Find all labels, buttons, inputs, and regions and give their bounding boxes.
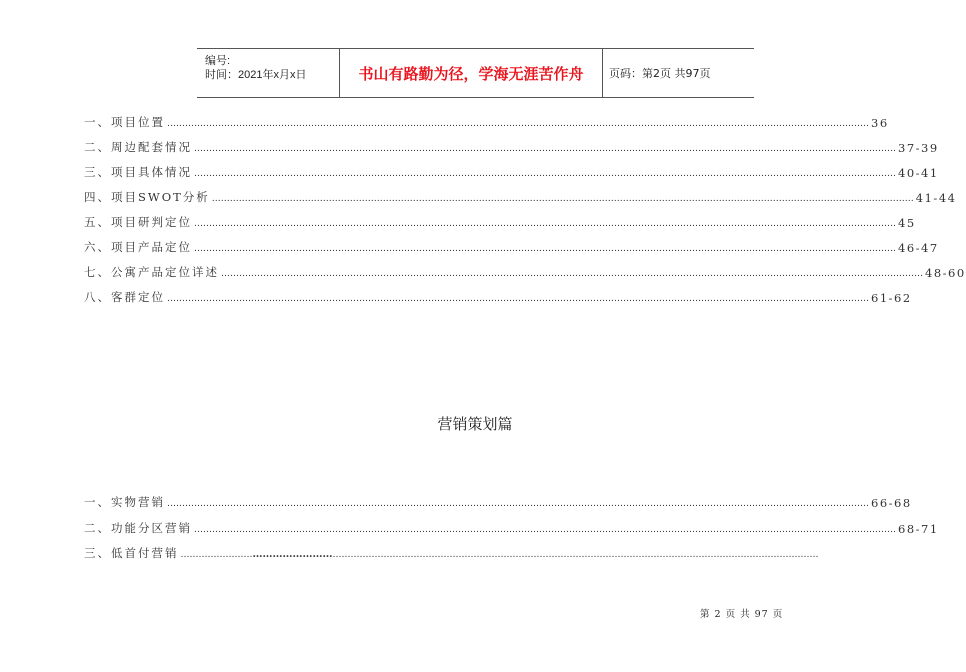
leader-dots: ……………………………………………………………………………………………………………………………………………………………………………………………………………… — [167, 499, 869, 509]
toc-entry-page: 45 — [898, 216, 916, 230]
leader-dots: ……………………………………………………………………………………………………………………………………………………………………………………………………………… — [167, 294, 869, 304]
toc-entry[interactable] — [84, 214, 916, 230]
toc-entry-page: 46-47 — [898, 241, 939, 255]
leader-dots: ……………………………………………………………………………………………………………………………………………………………………………………………………………… — [194, 525, 896, 535]
toc-entry-title: 三、项目具体情况 — [84, 165, 192, 179]
leader-dots: ………………………………………………………………………………………………………………………………………………………………………………………… — [180, 549, 819, 560]
bold-leader-dots: …………………… — [252, 549, 333, 560]
toc-entry[interactable] — [84, 520, 939, 536]
toc-entry-title: 一、项目位置 — [84, 115, 165, 129]
page-footer: 第 2 页 共 97 页 — [700, 609, 784, 620]
toc-entry[interactable] — [84, 545, 868, 561]
leader-dots: ……………………………………………………………………………………………………………………………………………………………………………………………………………… — [194, 144, 896, 154]
toc-entry[interactable] — [84, 239, 939, 255]
page-header — [197, 48, 754, 98]
toc-entry-title: 四、项目SWOT分析 — [84, 190, 210, 204]
toc-entry[interactable] — [84, 164, 939, 180]
toc-entry-title: 八、客群定位 — [84, 290, 165, 304]
date-label: 时间：2021年x月x日 — [205, 69, 307, 81]
toc-entry[interactable] — [84, 264, 966, 280]
section-title: 营销策划篇 — [437, 415, 513, 433]
toc-entry-title: 一、实物营销 — [84, 495, 165, 509]
toc-entry-title: 二、周边配套情况 — [84, 140, 192, 154]
toc-entry[interactable] — [84, 139, 939, 155]
toc-entry-page: 68-71 — [898, 522, 939, 536]
header-motto: 书山有路勤为径，学海无涯苦作舟 — [339, 49, 603, 97]
toc-entry[interactable] — [84, 289, 912, 305]
toc-entry-page: 41-44 — [915, 191, 957, 205]
toc-entry-title: 七、公寓产品定位详述 — [84, 265, 219, 279]
toc-entry-page: 36 — [871, 116, 889, 130]
leader-dots: ……………………………………………………………………………………………………………………………………………………………………………………………………………… — [194, 219, 896, 229]
header-page-info: 页码：第2页 共97页 — [609, 67, 711, 80]
toc-entry-title: 三、低首付营销 — [84, 546, 179, 560]
toc-entry-title: 二、功能分区营销 — [84, 521, 192, 535]
leader-dots: ……………………………………………………………………………………………………………………………………………………………………………………………………………… — [167, 119, 869, 129]
toc-entry-page: 66-68 — [871, 496, 912, 510]
leader-dots: ……………………………………………………………………………………………………………………………………………………………………………………………………………… — [194, 169, 896, 179]
leader-dots: ……………………………………………………………………………………………………………………………………………………………………………………………………………… — [194, 244, 896, 254]
leader-dots: ……………………………………………………………………………………………………………………………………………………………………………………………………………… — [211, 194, 914, 204]
toc-entry[interactable] — [84, 494, 912, 510]
toc-entry[interactable] — [84, 114, 889, 130]
leader-dots: ……………………………………………………………………………………………………………………………………………………………………………………………………………… — [221, 269, 923, 279]
toc-entry-title: 五、项目研判定位 — [84, 215, 192, 229]
toc-entry-page: 48-60 — [925, 266, 966, 280]
toc-entry-page: 37-39 — [898, 141, 939, 155]
toc-entry-title: 六、项目产品定位 — [84, 240, 192, 254]
toc-entry[interactable] — [84, 189, 957, 205]
number-label: 编号: — [205, 55, 231, 67]
toc-entry-page: 61-62 — [871, 291, 912, 305]
toc-entry-page: 40-41 — [898, 166, 939, 180]
header-meta — [197, 49, 339, 97]
